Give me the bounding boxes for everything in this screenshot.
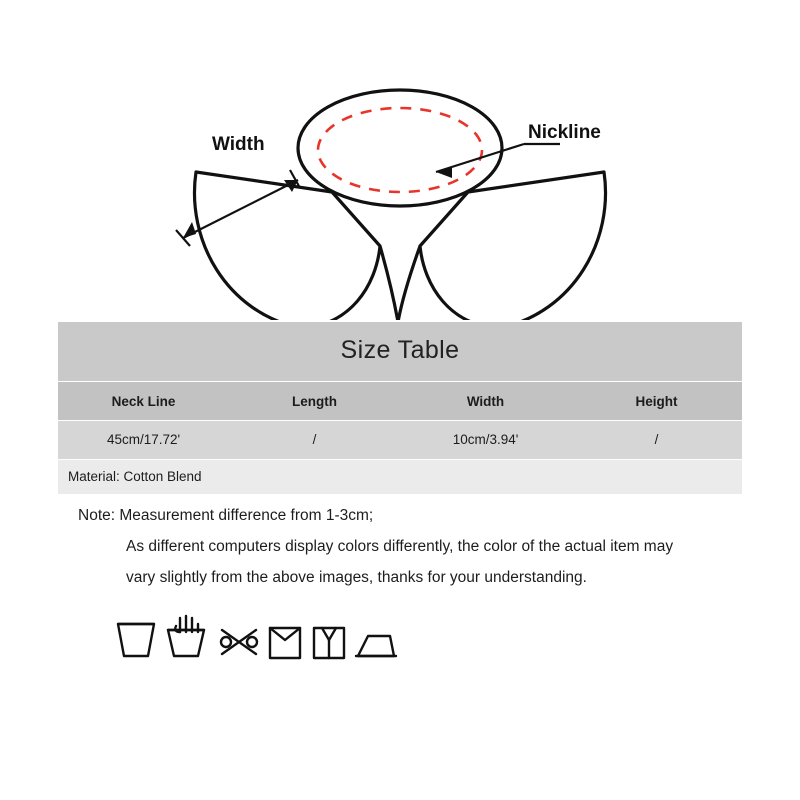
note-line-3: vary slightly from the above images, thanks for your understanding. xyxy=(126,569,587,586)
size-table xyxy=(58,322,742,494)
cell-neck-line: 45cm/17.72' xyxy=(106,432,181,447)
tumble-dry-icon xyxy=(270,628,300,658)
width-arrow-head-bottom xyxy=(183,222,196,238)
note-line-1: Note: Measurement difference from 1-3cm; xyxy=(78,507,374,524)
table-row xyxy=(58,420,742,459)
cell-width: 10cm/3.94' xyxy=(452,432,519,447)
neckline-label: Nickline xyxy=(528,122,601,143)
do-not-bleach-icon xyxy=(221,630,257,654)
iron-low-icon xyxy=(356,636,396,656)
width-label: Width xyxy=(212,134,265,155)
do-not-wring-icon xyxy=(168,616,204,656)
neck-opening-outline xyxy=(298,90,502,206)
cell-height: / xyxy=(654,432,659,447)
hand-wash-icon xyxy=(118,624,154,656)
do-not-dry-clean-icon xyxy=(314,628,344,658)
size-table-title: Size Table xyxy=(58,322,742,381)
notes-block xyxy=(78,500,778,593)
cell-length: / xyxy=(312,432,317,447)
collar-diagram xyxy=(0,60,800,320)
care-instruction-icons xyxy=(110,608,430,678)
note-line-2: As different computers display colors differently, the color of the actual item may xyxy=(126,538,674,555)
material-row: Material: Cotton Blend xyxy=(58,459,742,494)
column-header-length: Length xyxy=(292,394,337,409)
column-header-neck-line: Neck Line xyxy=(111,394,176,409)
collar-center-notch xyxy=(380,246,420,320)
size-table-header-row xyxy=(58,381,742,420)
column-header-height: Height xyxy=(635,394,678,409)
column-header-width: Width xyxy=(466,394,505,409)
